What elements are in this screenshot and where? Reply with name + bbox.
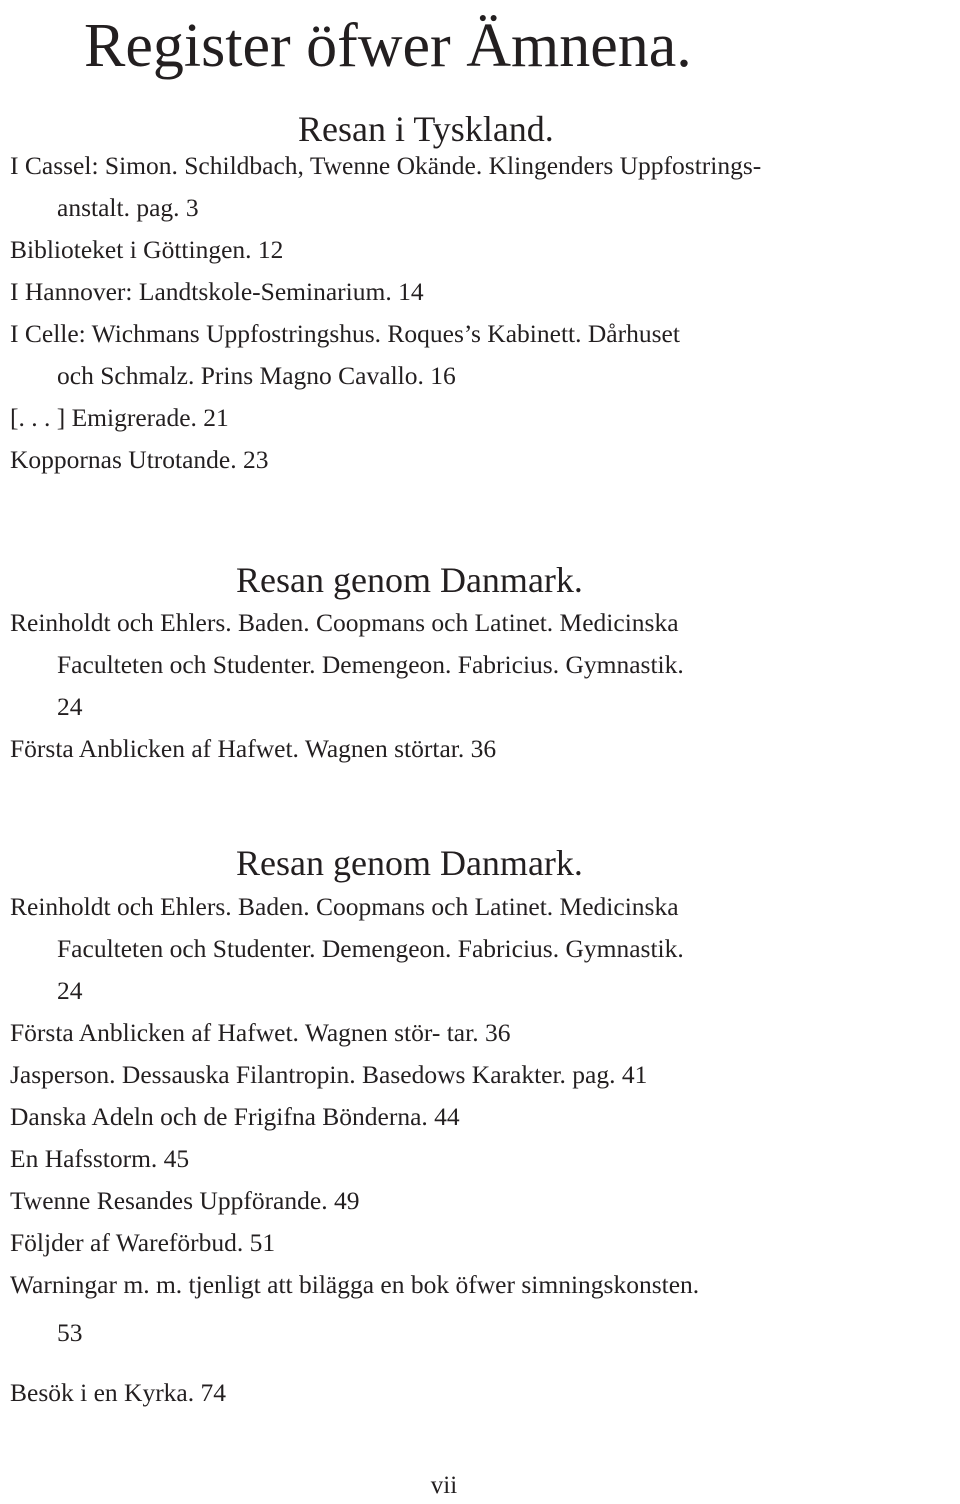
register-entry <box>10 313 950 397</box>
register-entry <box>10 1222 950 1264</box>
entry-line: I Cassel: Simon. Schildbach, Twenne Okände. Klingenders Uppfostrings- <box>10 151 762 180</box>
register-entry <box>10 1138 950 1180</box>
entry-line: Reinholdt och Ehlers. Baden. Coopmans och Latinet. Medicinska <box>10 608 679 637</box>
entry-line: Besök i en Kyrka. 74 <box>10 1378 227 1407</box>
register-entry <box>10 1264 950 1354</box>
entry-line-continuation: 24 <box>57 976 83 1005</box>
entry-line: I Celle: Wichmans Uppfostringshus. Roques’s Kabinett. Dårhuset <box>10 319 680 348</box>
entry-line: Biblioteket i Göttingen. 12 <box>10 235 284 264</box>
entry-line-continuation: 53 <box>57 1318 83 1347</box>
entry-line-continuation: och Schmalz. Prins Magno Cavallo. 16 <box>57 361 456 390</box>
entry-line-continuation: Faculteten och Studenter. Demengeon. Fabricius. Gymnastik. <box>57 650 684 679</box>
register-entry <box>10 439 950 481</box>
section-heading-tyskland: Resan i Tyskland. <box>298 109 554 149</box>
register-entry <box>10 1180 950 1222</box>
register-entry <box>10 1372 950 1414</box>
entry-line: Första Anblicken af Hafwet. Wagnen stör- tar. 36 <box>10 1018 511 1047</box>
register-entry <box>10 1096 950 1138</box>
register-entry <box>10 145 950 229</box>
register-entry <box>10 397 950 439</box>
register-entry <box>10 728 950 770</box>
entry-line: Twenne Resandes Uppförande. 49 <box>10 1186 360 1215</box>
entry-line: Danska Adeln och de Frigifna Bönderna. 44 <box>10 1102 460 1131</box>
entry-line-continuation: anstalt. pag. 3 <box>57 193 199 222</box>
section-heading-danmark: Resan genom Danmark. <box>236 560 583 600</box>
entry-line: I Hannover: Landtskole-Seminarium. 14 <box>10 277 424 306</box>
page-title: Register öfwer Ämnena. <box>84 12 692 80</box>
register-entry <box>10 602 950 728</box>
entry-line-continuation: Faculteten och Studenter. Demengeon. Fabricius. Gymnastik. <box>57 934 684 963</box>
register-entry <box>10 1054 950 1096</box>
entry-line: En Hafsstorm. 45 <box>10 1144 190 1173</box>
register-entry <box>10 1012 950 1054</box>
register-entry <box>10 886 950 1012</box>
entry-line-continuation: 24 <box>57 692 83 721</box>
register-entry <box>10 271 950 313</box>
entry-line: Warningar m. m. tjenligt att bilägga en bok öfwer simningskonsten. <box>10 1270 700 1299</box>
entry-line: Koppornas Utrotande. 23 <box>10 445 269 474</box>
section-heading-danmark-repeat: Resan genom Danmark. <box>236 843 583 883</box>
entry-line: Jasperson. Dessauska Filantropin. Basedows Karakter. pag. 41 <box>10 1060 648 1089</box>
entry-line: [. . . ] Emigrerade. 21 <box>10 403 229 432</box>
entry-line: Reinholdt och Ehlers. Baden. Coopmans och Latinet. Medicinska <box>10 892 679 921</box>
entry-line: Följder af Wareförbud. 51 <box>10 1228 276 1257</box>
register-entry <box>10 229 950 271</box>
page-number: vii <box>430 1472 458 1499</box>
entry-line: Första Anblicken af Hafwet. Wagnen störtar. 36 <box>10 734 497 763</box>
